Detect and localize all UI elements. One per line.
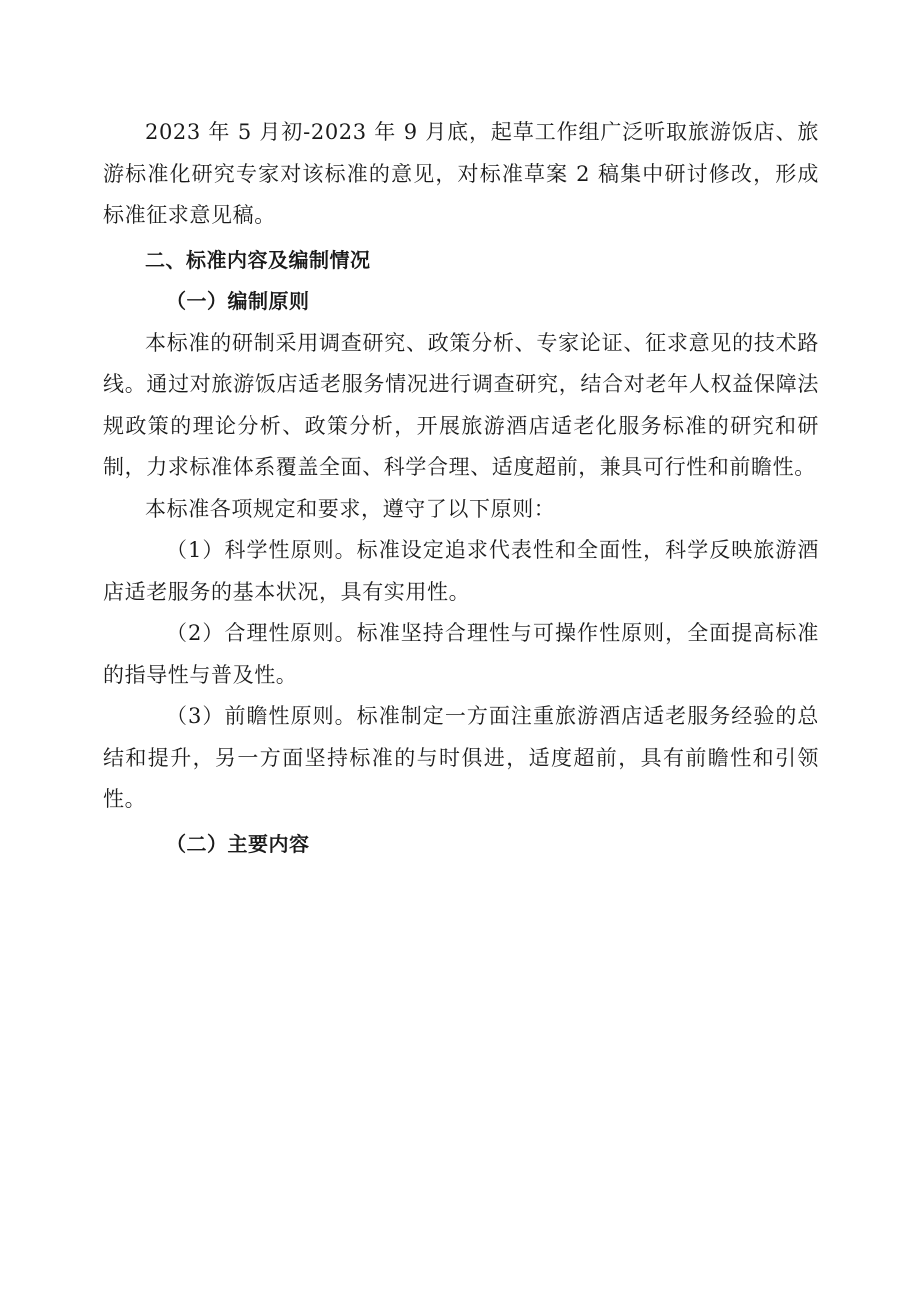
paragraph-principle-scientific: （1）科学性原则。标准设定追求代表性和全面性，科学反映旅游酒店适老服务的基本状况，具有实用性。 xyxy=(103,538,819,604)
subsection-heading-main-content: （二）主要内容 xyxy=(166,831,310,856)
paragraph-principles-intro: 本标准各项规定和要求，遵守了以下原则： xyxy=(145,496,556,521)
paragraph-methodology: 本标准的研制采用调查研究、政策分析、专家论证、征求意见的技术路线。通过对旅游饭店适老服务情况进行调查研究，结合对老年人权益保障法规政策的理论分析、政策分析，开展旅游酒店适老化服务标准的研究和研制，力求标准体系覆盖全面、科学合理、适度超前，兼具可行性和前瞻性。 xyxy=(103,330,819,479)
paragraph-principle-forward-looking: （3）前瞻性原则。标准制定一方面注重旅游酒店适老服务经验的总结和提升，另一方面坚持标准的与时俱进，适度超前，具有前瞻性和引领性。 xyxy=(103,704,819,811)
subsection-heading-principles: （一）编制原则 xyxy=(166,289,310,313)
paragraph-principle-rational: （2）合理性原则。标准坚持合理性与可操作性原则，全面提高标准的指导性与普及性。 xyxy=(103,621,819,687)
document-page xyxy=(103,112,819,865)
section-heading-content: 二、标准内容及编制情况 xyxy=(145,247,371,272)
paragraph-drafting-timeline: 2023 年 5 月初-2023 年 9 月底，起草工作组广泛听取旅游饭店、旅游标准化研究专家对该标准的意见，对标准草案 2 稿集中研讨修改，形成标准征求意见稿。 xyxy=(103,120,819,227)
